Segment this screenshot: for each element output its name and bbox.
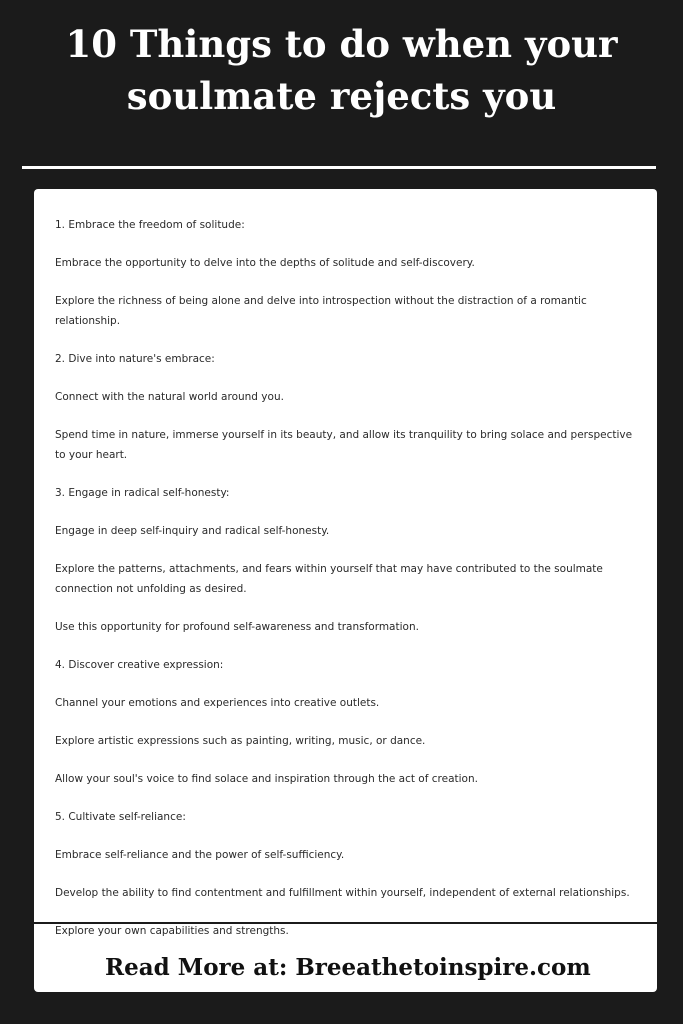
paragraph: Explore artistic expressions such as painting, writing, music, or dance. [55,735,426,747]
paragraph: Spend time in nature, immerse yourself in its beauty, and allow its tranquility to bring solace and perspective to your heart. [55,429,633,461]
title-line-2: soulmate rejects you [126,74,557,118]
paragraph: Engage in deep self-inquiry and radical self-honesty. [55,525,330,537]
read-more-footer: Read More at: Breeathetoinspire.com [105,954,591,981]
tip-heading: 1. Embrace the freedom of solitude: [55,219,245,231]
title-divider [22,166,656,169]
paragraph: Allow your soul's voice to find solace and inspiration through the act of creation. [55,773,478,785]
tip-heading: 2. Dive into nature's embrace: [55,353,215,365]
paragraph: Use this opportunity for profound self-awareness and transformation. [55,621,419,633]
footer-divider [34,922,668,924]
tip-heading: 4. Discover creative expression: [55,659,224,671]
paragraph: Develop the ability to find contentment and fulfillment within yourself, independent of external relationships. [55,887,630,899]
content-card [34,189,657,992]
tip-heading: 3. Engage in radical self-honesty: [55,487,230,499]
paragraph: Explore your own capabilities and strengths. [55,925,289,937]
paragraph: Explore the richness of being alone and delve into introspection without the distraction of a romantic relationship. [55,295,587,327]
article-body [55,215,640,959]
paragraph: Channel your emotions and experiences into creative outlets. [55,697,380,709]
paragraph: Explore the patterns, attachments, and fears within yourself that may have contributed to the soulmate connection not unfolding as desired. [55,563,603,595]
paragraph: Connect with the natural world around you. [55,391,284,403]
paragraph: Embrace self-reliance and the power of self-sufficiency. [55,849,345,861]
page-title [0,18,683,122]
tip-heading: 5. Cultivate self-reliance: [55,811,186,823]
title-line-1: 10 Things to do when your [65,22,618,66]
paragraph: Embrace the opportunity to delve into the depths of solitude and self-discovery. [55,257,475,269]
